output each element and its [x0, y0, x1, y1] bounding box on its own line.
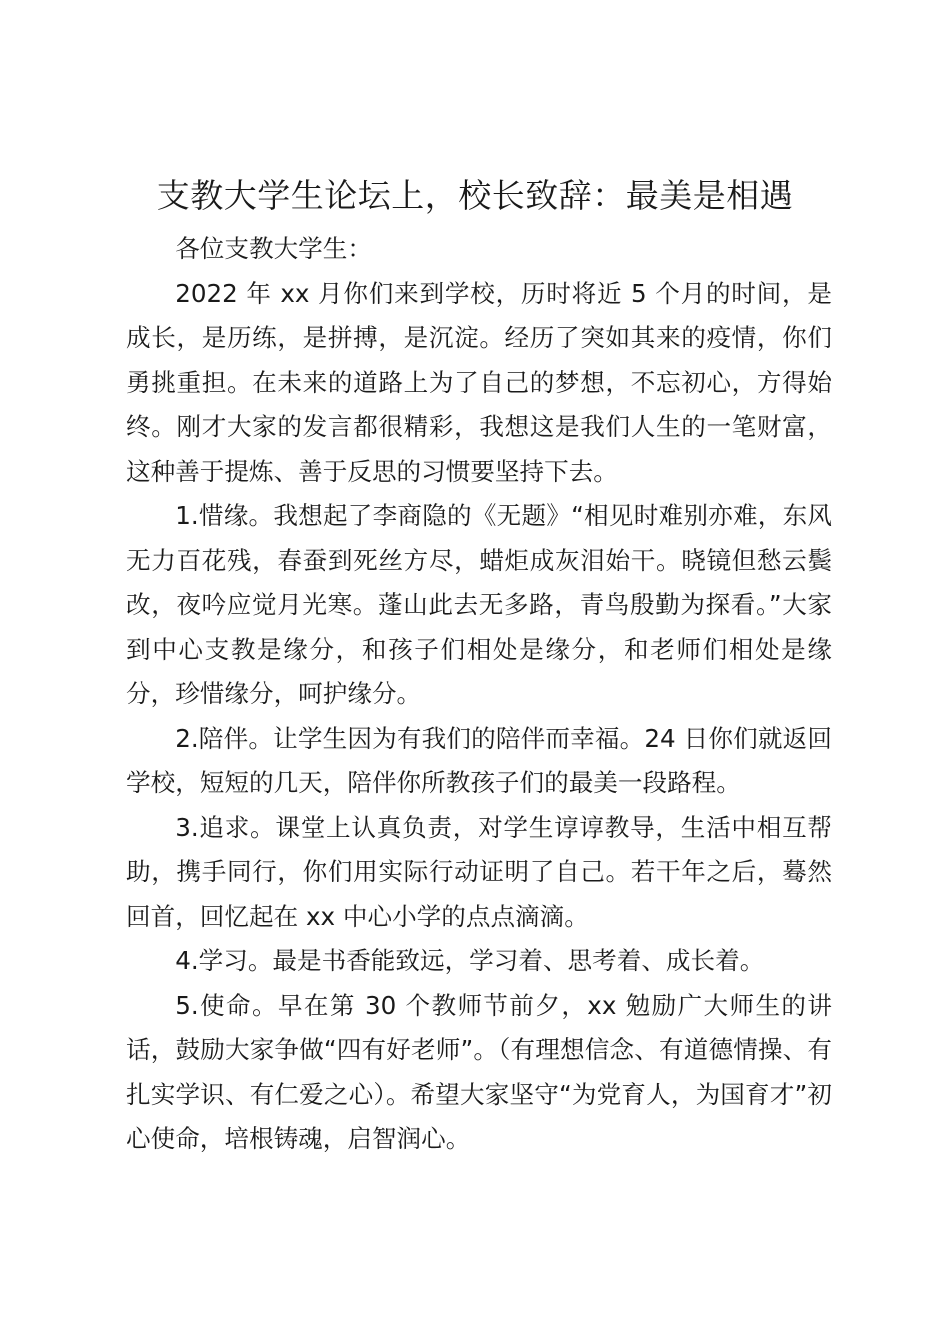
paragraph-pursuit: 3.追求。课堂上认真负责，对学生谆谆教导，生活中相互帮助，携手同行，你们用实际行动证明了自己。若干年之后，蓦然回首，回忆起在 xx 中心小学的点点滴滴。: [126, 812, 832, 931]
document-body: [126, 227, 832, 1162]
paragraph-intro: 2022 年 xx 月你们来到学校，历时将近 5 个月的时间，是成长，是历练，是拼搏，是沉淀。经历了突如其来的疫情，你们勇挑重担。在未来的道路上为了自己的梦想，不忘初心，方得始终。刚才大家的发言都很精彩，我想这是我们人生的一笔财富，这种善于提炼、善于反思的习惯要坚持下去。: [126, 278, 832, 486]
document-title: 支教大学生论坛上，校长致辞：最美是相遇: [156, 176, 794, 215]
paragraph-companionship: 2.陪伴。让学生因为有我们的陪伴而幸福。24 日你们就返回学校，短短的几天，陪伴你所教孩子们的最美一段路程。: [126, 723, 832, 797]
paragraph-mission: 5.使命。早在第 30 个教师节前夕，xx 勉励广大师生的讲话，鼓励大家争做“四有好老师”。（有理想信念、有道德情操、有扎实学识、有仁爱之心）。希望大家坚守“为党育人，为国育才”初心使命，培根铸魂，启智润心。: [126, 990, 832, 1153]
salutation: 各位支教大学生：: [175, 234, 372, 263]
paragraph-cherish: 1.惜缘。我想起了李商隐的《无题》“相见时难别亦难，东风无力百花残，春蚕到死丝方尽，蜡炬成灰泪始干。晓镜但愁云鬓改，夜吟应觉月光寒。蓬山此去无多路，青鸟殷勤为探看。”大家到中心支教是缘分，和孩子们相处是缘分，和老师们相处是缘分，珍惜缘分，呵护缘分。: [126, 501, 832, 708]
paragraph-learning: 4.学习。最是书香能致远，学习着、思考着、成长着。: [175, 946, 765, 975]
